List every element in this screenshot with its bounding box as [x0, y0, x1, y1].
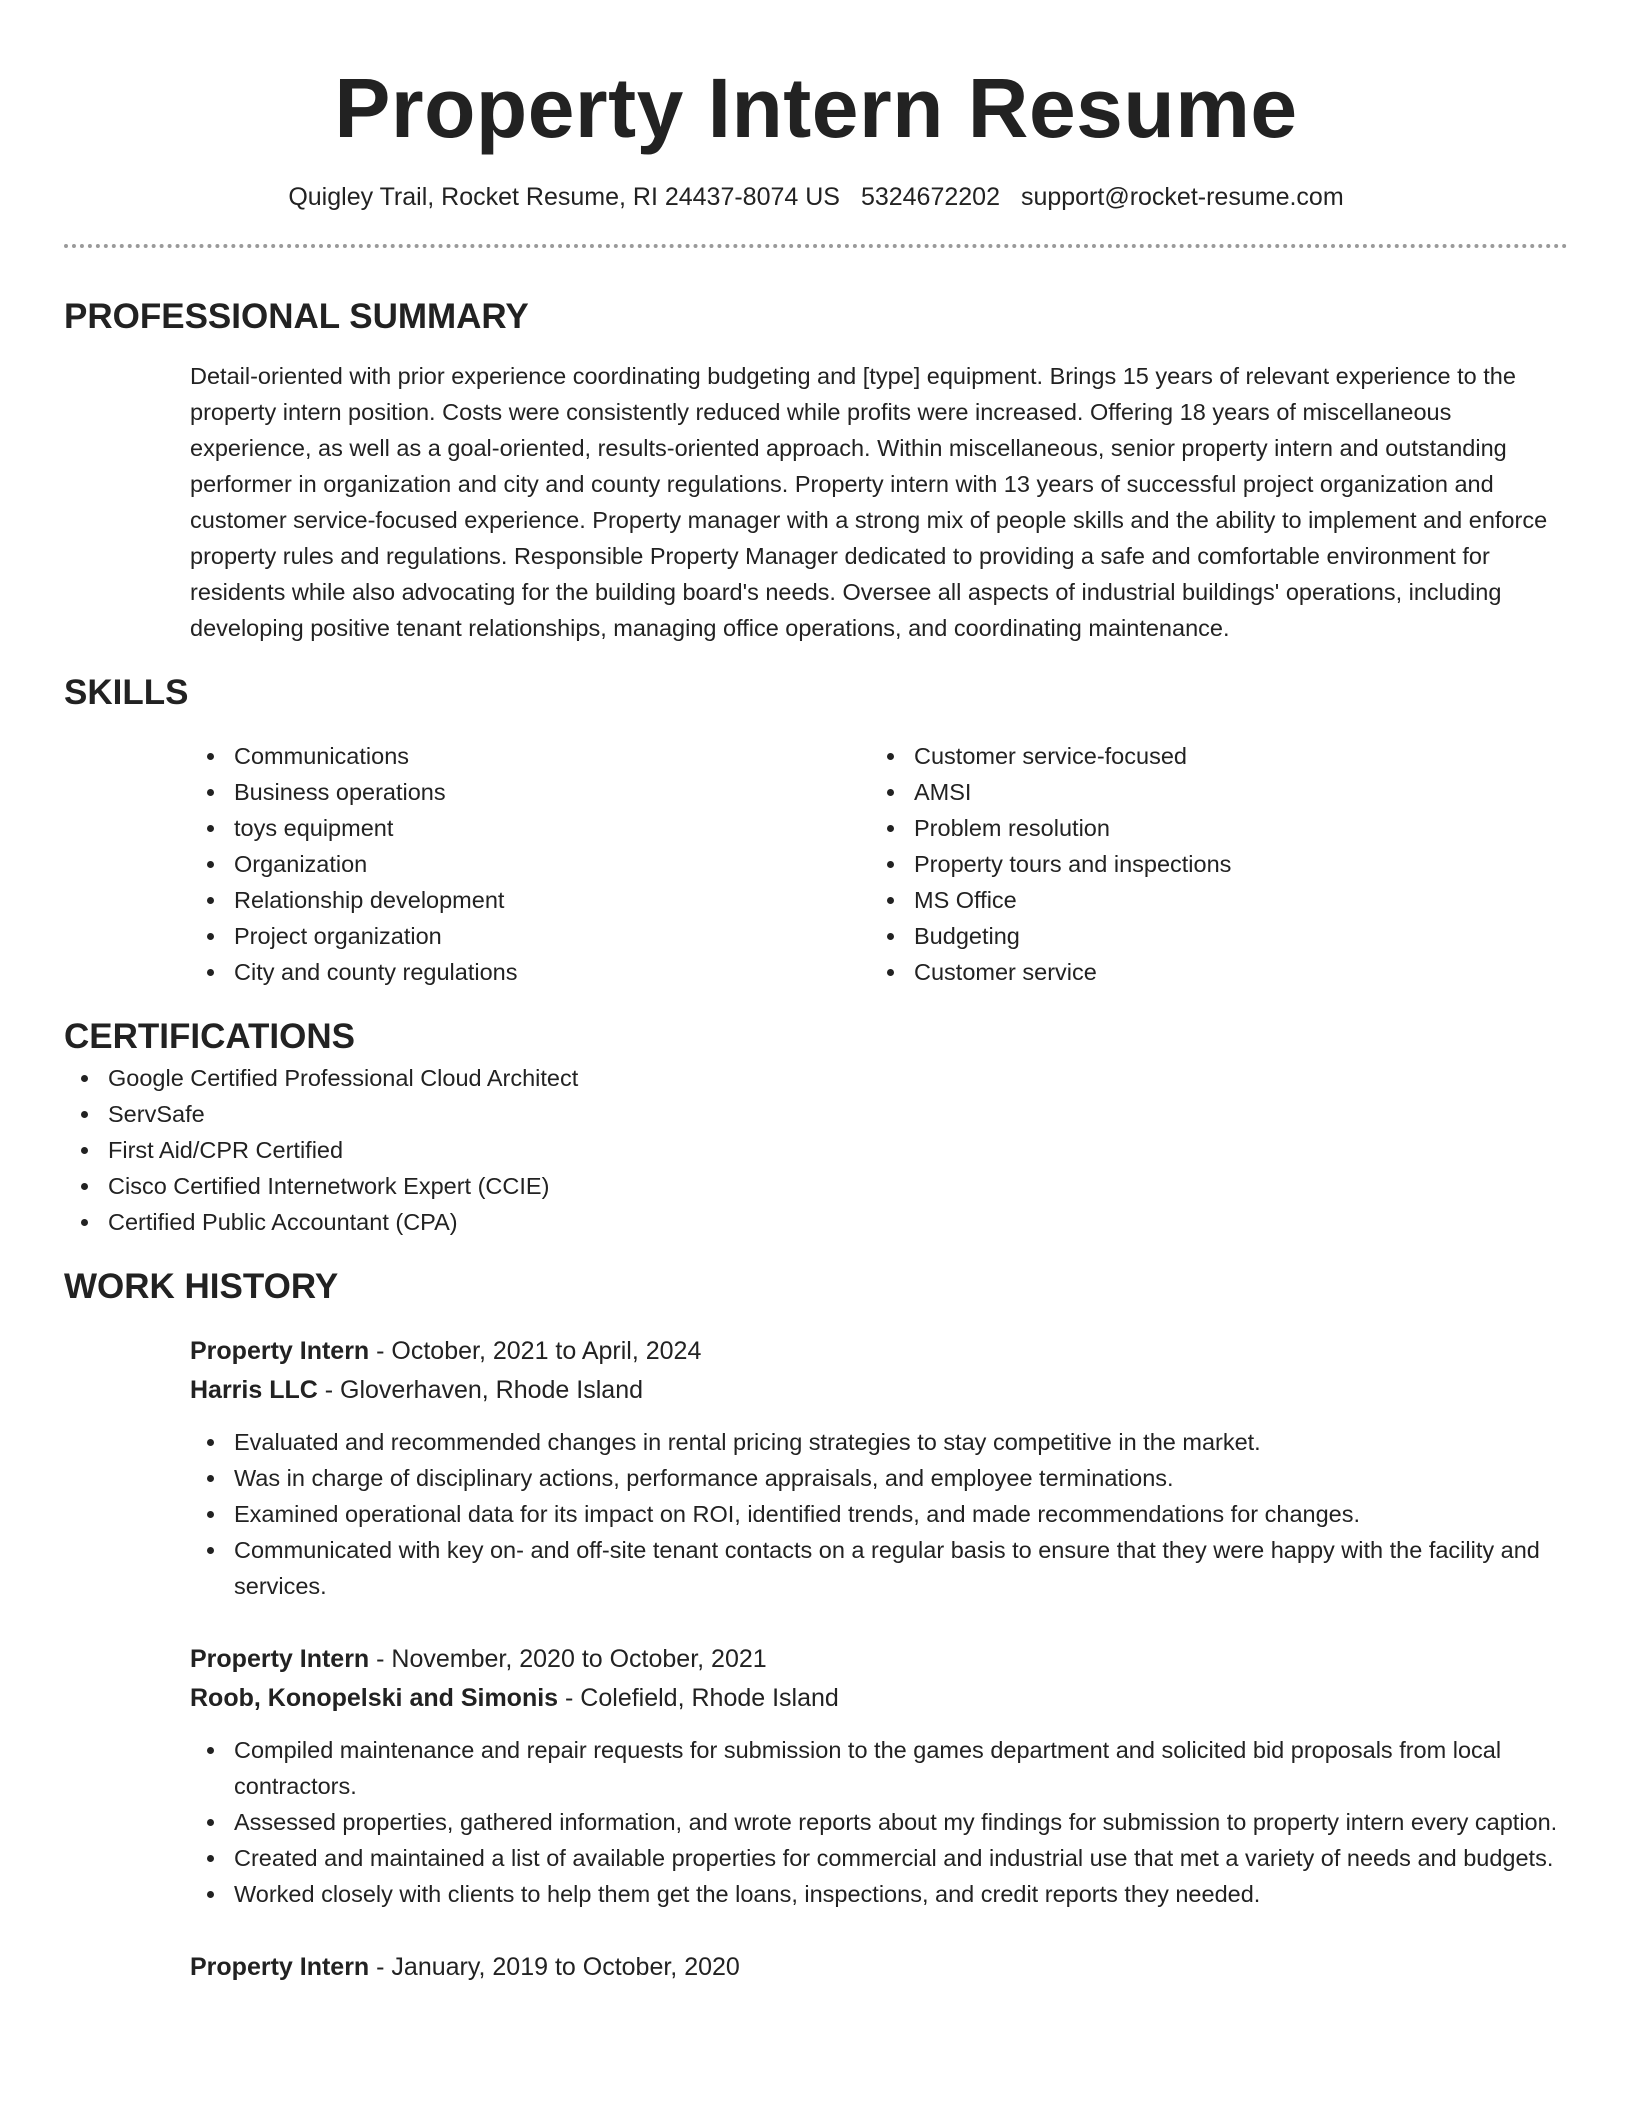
- job-duty: Compiled maintenance and repair requests for submission to the games department and solicited bid proposals from local contractors.: [190, 1732, 1568, 1804]
- job-title-line: [190, 1640, 1568, 1679]
- skill-item: MS Office: [870, 882, 1550, 918]
- job-duties: [190, 1424, 1568, 1604]
- certification-item: ServSafe: [64, 1096, 1568, 1132]
- job-title-line: [190, 1948, 1568, 1987]
- job-entry: [190, 1640, 1568, 1912]
- job-duty: Worked closely with clients to help them get the loans, inspections, and credit reports they needed.: [190, 1876, 1568, 1912]
- summary-heading: PROFESSIONAL SUMMARY: [64, 297, 529, 336]
- job-location: - Colefield, Rhode Island: [558, 1684, 839, 1712]
- skill-item: Communications: [190, 738, 870, 774]
- resume-title: Property Intern Resume: [334, 61, 1298, 155]
- certification-item: Cisco Certified Internetwork Expert (CCIE): [64, 1168, 1568, 1204]
- skill-item: Customer service: [870, 954, 1550, 990]
- certifications-list: [64, 1060, 1568, 1240]
- job-title-line: [190, 1332, 1568, 1371]
- skills-right-column: [870, 738, 1550, 990]
- job-company-line: [190, 1679, 1568, 1718]
- skill-item: Organization: [190, 846, 870, 882]
- job-duty: Was in charge of disciplinary actions, performance appraisals, and employee terminations.: [190, 1460, 1568, 1496]
- skills-grid: [190, 738, 1568, 990]
- job-title: Property Intern: [190, 1645, 370, 1673]
- skill-item: Budgeting: [870, 918, 1550, 954]
- job-title: Property Intern: [190, 1953, 370, 1981]
- job-entry: [190, 1332, 1568, 1604]
- skill-item: Customer service-focused: [870, 738, 1550, 774]
- certification-item: Certified Public Accountant (CPA): [64, 1204, 1568, 1240]
- skill-item: Relationship development: [190, 882, 870, 918]
- certification-item: First Aid/CPR Certified: [64, 1132, 1568, 1168]
- certifications-heading: CERTIFICATIONS: [64, 1017, 356, 1056]
- contact-address: Quigley Trail, Rocket Resume, RI 24437-8074 US: [288, 183, 840, 211]
- skill-item: toys equipment: [190, 810, 870, 846]
- job-duty: Evaluated and recommended changes in rental pricing strategies to stay competitive in the market.: [190, 1424, 1568, 1460]
- resume-page: [64, 0, 1568, 1987]
- skill-item: Business operations: [190, 774, 870, 810]
- job-duty: Examined operational data for its impact on ROI, identified trends, and made recommendations for changes.: [190, 1496, 1568, 1532]
- job-company-line: [190, 1371, 1568, 1410]
- skills-left-column: [190, 738, 870, 990]
- job-duty: Assessed properties, gathered information, and wrote reports about my findings for submission to property intern every caption.: [190, 1804, 1568, 1840]
- work-history-heading: WORK HISTORY: [64, 1267, 339, 1306]
- job-dates: - November, 2020 to October, 2021: [369, 1645, 767, 1673]
- job-company: Harris LLC: [190, 1376, 318, 1404]
- job-dates: - January, 2019 to October, 2020: [369, 1953, 740, 1981]
- contact-email: support@rocket-resume.com: [1020, 183, 1344, 211]
- job-entry: [190, 1948, 1568, 1987]
- skill-item: Problem resolution: [870, 810, 1550, 846]
- job-duty: Created and maintained a list of available properties for commercial and industrial use that met a variety of needs and budgets.: [190, 1840, 1568, 1876]
- summary-text: Detail-oriented with prior experience coordinating budgeting and [type] equipment. Brings 15 years of relevant experience to the property intern position. Costs were consistently reduced while profits were increased. Offering 18 years of miscellaneous experience, as well as a goal-oriented, results-oriented approach. Within miscellaneous, senior property intern and outstanding performer in organization and city and county regulations. Property intern with 13 years of successful project organization and customer service-focused experience. Property manager with a strong mix of people skills and the ability to implement and enforce property rules and regulations. Responsible Property Manager dedicated to providing a safe and comfortable environment for residents while also advocating for the building board's needs. Oversee all aspects of industrial buildings' operations, including developing positive tenant relationships, managing office operations, and coordinating maintenance.: [190, 363, 1548, 641]
- certification-item: Google Certified Professional Cloud Architect: [64, 1060, 1568, 1096]
- job-duty: Communicated with key on- and off-site tenant contacts on a regular basis to ensure that they were happy with the facility and services.: [190, 1532, 1568, 1604]
- contact-phone: 5324672202: [860, 183, 1000, 211]
- job-duties: [190, 1732, 1568, 1912]
- job-location: - Gloverhaven, Rhode Island: [317, 1376, 643, 1404]
- job-dates: - October, 2021 to April, 2024: [369, 1337, 702, 1365]
- skills-heading: SKILLS: [64, 673, 189, 712]
- job-company: Roob, Konopelski and Simonis: [190, 1684, 559, 1712]
- skill-item: Property tours and inspections: [870, 846, 1550, 882]
- header-divider: [64, 244, 1568, 248]
- skill-item: Project organization: [190, 918, 870, 954]
- job-title: Property Intern: [190, 1337, 370, 1365]
- contact-line: [64, 180, 1568, 214]
- skill-item: City and county regulations: [190, 954, 870, 990]
- skill-item: AMSI: [870, 774, 1550, 810]
